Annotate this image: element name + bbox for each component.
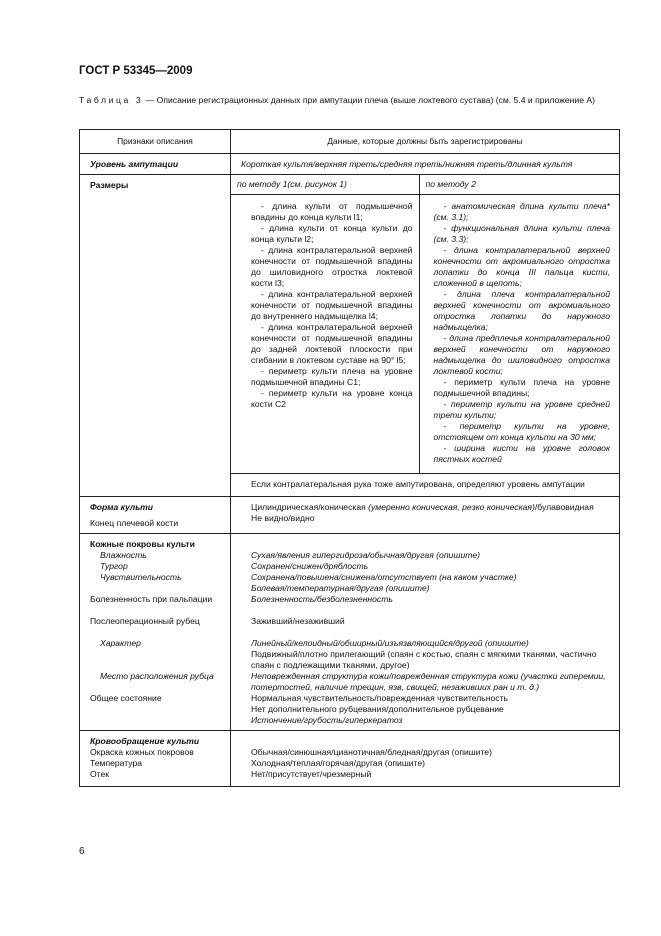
method2-list	[419, 195, 620, 474]
method1-item: - длина контралатеральной верхней конечности от подмышечной впадины до внутреннего надмыщелка l4;	[251, 289, 413, 321]
shape-value-b: (умеренно коническая, резко коническая)	[365, 502, 535, 512]
col1-header: Признаки описания	[80, 130, 231, 154]
method2-item: - периметр культи на уровне средней трети культи;	[433, 399, 610, 420]
method2-item: - длина плеча контралатеральной верхней конечности от акромиального отростка лопатки до наружного надмыщелка;	[433, 289, 610, 332]
level-row	[80, 154, 620, 175]
shape-value-a: Цилиндрическая/коническая	[251, 502, 366, 512]
caption-lead: Таблица 3	[79, 95, 144, 105]
scar-location-label: Место расположения рубца	[100, 671, 214, 681]
scarring-value: Нет дополнительного рубцевания/дополнительное рубцевание	[251, 704, 504, 714]
turgor-label: Тургор	[100, 561, 128, 571]
sizes-label: Размеры	[80, 175, 231, 497]
moisture-value: Сухая/явления гипергидроза/обычная/другая (опишите)	[251, 550, 481, 560]
level-value: Короткая культя/верхняя треть/средняя треть/нижняя треть/длинная культя	[231, 154, 620, 175]
thinning-value: Истончение/грубость/гиперкератоз	[251, 715, 403, 725]
method2-item: - анатомическая длина культи плеча* (см. 3.1);	[433, 201, 610, 222]
registration-table	[79, 129, 620, 787]
shape-value-c: /булавовидная	[534, 502, 594, 512]
caption-text: — Описание регистрационных данных при ампутации плеча (выше локтевого сустава) (см. 5.4 и приложение А)	[143, 95, 595, 105]
skin-values	[231, 534, 620, 731]
edema-value: Нет/присутствует/чрезмерный	[251, 769, 372, 779]
method1-item: - длина контралатеральной верхней конечности от подмышечной впадины до шиловидного отростка локтевой кости l3;	[251, 245, 413, 288]
shape-label: Форма культи	[90, 502, 153, 512]
sizes-row	[80, 175, 620, 497]
sizes-content	[231, 175, 620, 497]
moisture-label: Влажность	[100, 550, 147, 560]
circulation-row	[80, 731, 620, 787]
skin-color-value: Обычная/синюшная/цианотичная/бледная/другая (опишите)	[251, 747, 492, 757]
bone-end-value: Не видно/видно	[251, 513, 315, 523]
method1-header: по методу 1(см. рисунок 1)	[231, 175, 419, 195]
bone-end-label: Конец плечевой кости	[90, 518, 179, 528]
sensitivity-label: Чувствительность	[100, 572, 182, 582]
skin-labels	[80, 534, 231, 731]
method2-item: - периметр культи плеча на уровне подмышечной впадины;	[433, 377, 610, 398]
general-state-label: Общее состояние	[90, 693, 162, 703]
character-label: Характер	[100, 638, 141, 648]
methods-subtable	[231, 175, 620, 473]
level-label: Уровень ампутации	[80, 154, 231, 175]
shape-labels	[80, 497, 231, 534]
method2-item: - периметр культи на уровне, отстоящем от конца культи на 30 мм;	[433, 421, 610, 442]
shape-row	[80, 497, 620, 534]
edema-label: Отек	[90, 769, 110, 779]
method1-item: - длина культи от конца культи до конца культи l2;	[251, 223, 413, 244]
method1-list	[231, 195, 419, 474]
circulation-labels	[80, 731, 231, 787]
mobility-value: Подвижный/плотно прилегающий (спаян с костью, спаян с мягкими тканями, частично спаян с подлежащими тканями, другое)	[251, 649, 597, 670]
temperature-label: Температура	[90, 758, 143, 768]
method2-header: по методу 2	[419, 175, 620, 195]
method1-item: - длина контралатеральной верхней конечности от подмышечной впадины до задней локтевой плоскости при сгибании в локтевом суставе на 90° l5;	[251, 322, 413, 365]
method1-item: - длина культи от подмышечной впадины до конца культи l1;	[251, 201, 413, 222]
skin-color-label: Окраска кожных покровов	[90, 747, 194, 757]
circulation-values	[231, 731, 620, 787]
contralateral-note: Если контралатеральная рука тоже ампутирована, определяют уровень ампутации	[231, 473, 619, 496]
shape-value	[251, 502, 609, 513]
postop-scar-label: Послеоперационный рубец	[90, 616, 200, 626]
turgor-value: Сохранен/снижен/дряблость	[251, 561, 369, 571]
method2-item: - функциональная длина культи плеча (см. 3.3);	[433, 223, 610, 244]
table-caption	[79, 94, 619, 106]
sensitivity-type-value: Болевая/температурная/другая (опишите)	[251, 583, 430, 593]
character-value: Линейный/келоидный/обширный/изъязвляющийся/другой (опишите)	[251, 638, 529, 648]
circulation-label: Кровообращение культи	[90, 736, 200, 746]
method2-item: - ширина кисти на уровне головок пястных костей	[433, 443, 610, 464]
method2-item: - длина контралатеральной верхней конечности от акромиального отростка лопатки до конца III пальца кисти, сложенной в щепоть;	[433, 245, 610, 288]
skin-label: Кожные покровы культи	[90, 539, 195, 549]
general-state-value: Неповрежденная структура кожи/поврежденная структура кожи (участки гиперемии, потертостей, наличие трещин, язв, свищей, незаживших ран и т. д.)	[251, 671, 606, 692]
col2-header: Данные, которые должны быть зарегистрированы	[231, 130, 620, 154]
healing-value: Заживший/незаживший	[251, 616, 345, 626]
page-number: 6	[79, 846, 85, 857]
temperature-value: Холодная/теплая/горячая/другая (опишите)	[251, 758, 426, 768]
sensitivity-value: Сохранена/повышена/снижена/отсутствует (на каком участке)	[251, 572, 517, 582]
shape-values	[231, 497, 620, 534]
pain-value: Болезненность/безболезненность	[251, 594, 393, 604]
standard-header: ГОСТ Р 53345—2009	[79, 65, 193, 77]
skin-row	[80, 534, 620, 731]
method2-item: - длина предплечья контралатеральной верхней конечности от наружного надмыщелка до шиловидного отростка локтевой кости;	[433, 333, 610, 376]
palpation-pain-label: Болезненность при пальпации	[90, 594, 213, 604]
method1-item: - периметр культи на уровне конца кости C2	[251, 388, 413, 409]
method1-item: - периметр культи плеча на уровне подмышечной впадины C1;	[251, 366, 413, 387]
sensitivity-state-value: Нормальная чувствительность/поврежденная чувствительность	[251, 693, 509, 703]
